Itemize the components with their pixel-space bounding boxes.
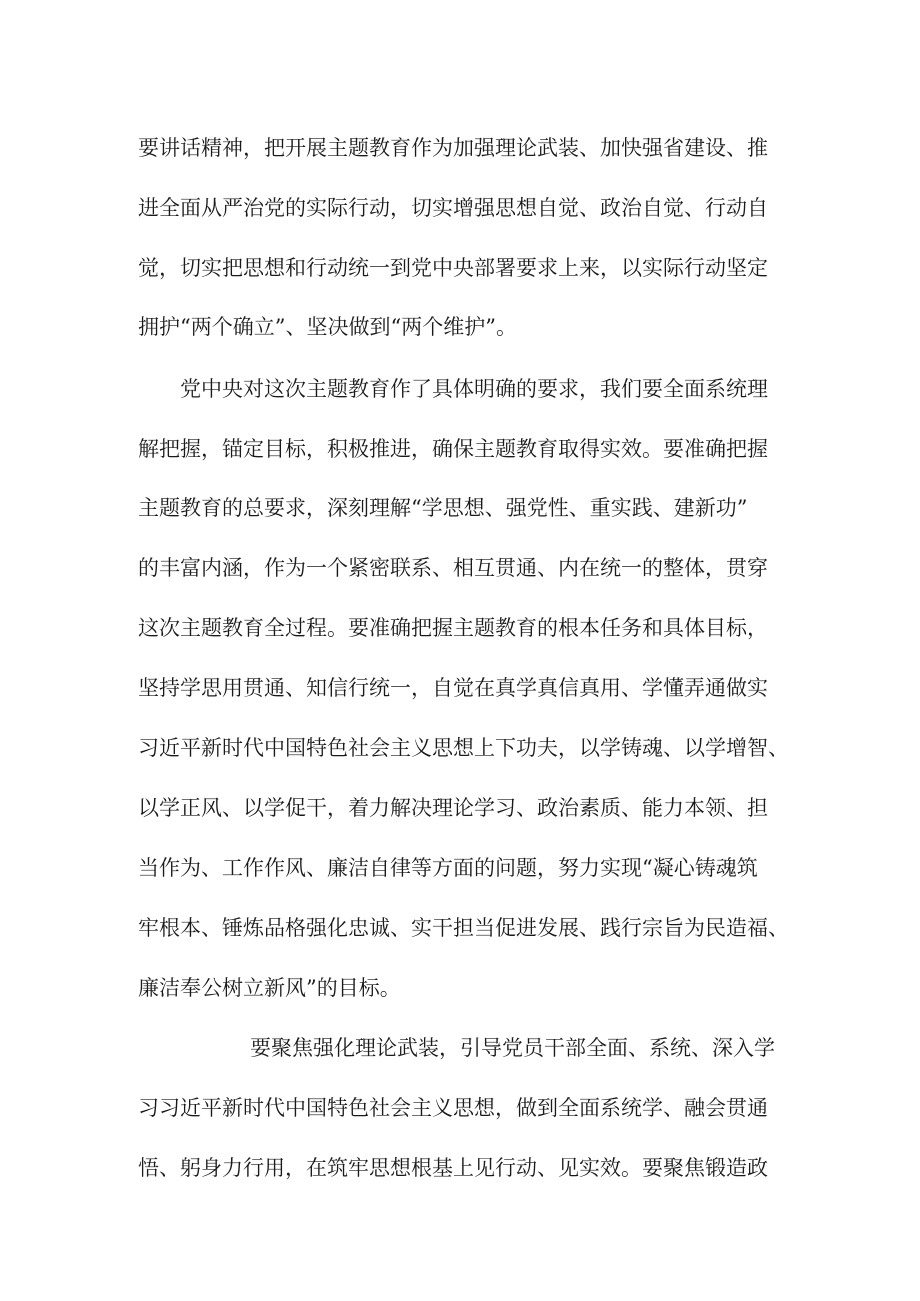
text-line: 廉洁奉公树立新风”的目标。 (138, 976, 401, 1000)
text-line: 解把握，锚定目标，积极推进，确保主题教育取得实效。要准确把握 (138, 437, 768, 461)
text-line: 悟、躬身力行用，在筑牢思想根基上见行动、见实效。要聚焦锻造政 (138, 1156, 768, 1180)
text-line: 的丰富内涵，作为一个紧密联系、相互贯通、内在统一的整体，贯穿 (138, 556, 768, 580)
text-line: 习习近平新时代中国特色社会主义思想，做到全面系统学、融会贯通 (138, 1096, 768, 1120)
text-line: 主题教育的总要求，深刻理解“学思想、强党性、重实践、建新功” (138, 496, 748, 520)
text-line: 坚持学思用贯通、知信行统一，自觉在真学真信真用、学懂弄通做实 (138, 676, 768, 700)
text-line: 要讲话精神，把开展主题教育作为加强理论武装、加快强省建设、推 (138, 136, 768, 160)
text-line: 进全面从严治党的实际行动，切实增强思想自觉、政治自觉、行动自 (138, 196, 768, 220)
text-line: 习近平新时代中国特色社会主义思想上下功夫，以学铸魂、以学增智、 (138, 736, 789, 760)
text-line: 当作为、工作作风、廉洁自律等方面的问题，努力实现“凝心铸魂筑 (138, 856, 758, 880)
text-line: 觉，切实把思想和行动统一到党中央部署要求上来，以实际行动坚定 (138, 256, 768, 280)
text-line: 党中央对这次主题教育作了具体明确的要求，我们要全面系统理 (180, 377, 768, 401)
text-line: 牢根本、锤炼品格强化忠诚、实干担当促进发展、践行宗旨为民造福、 (138, 916, 789, 940)
text-line: 拥护“两个确立”、坚决做到“两个维护”。 (138, 315, 517, 339)
text-line: 以学正风、以学促干，着力解决理论学习、政治素质、能力本领、担 (138, 796, 768, 820)
text-line: 要聚焦强化理论武装，引导党员干部全面、系统、深入学 (250, 1036, 775, 1060)
text-line: 这次主题教育全过程。要准确把握主题教育的根本任务和具体目标， (138, 616, 768, 640)
